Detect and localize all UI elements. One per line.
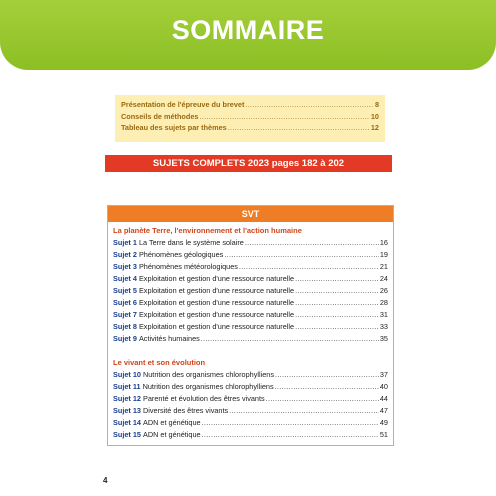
toc-entry-sujet[interactable]: [113, 393, 388, 405]
toc-entry-tableau[interactable]: [121, 122, 379, 134]
toc-entry-sujet[interactable]: [113, 381, 388, 393]
toc-entry-page: 12: [370, 123, 379, 132]
section-title: SVT: [108, 206, 393, 222]
toc-entry-label: Tableau des sujets par thèmes: [121, 123, 227, 132]
sujet-title: Nutrition des organismes chlorophylliens: [142, 370, 274, 379]
sujet-page: 51: [379, 430, 388, 439]
page-title: SOMMAIRE: [171, 15, 325, 45]
toc-entry-sujet[interactable]: [113, 297, 388, 309]
sujet-title: Phénomènes météorologiques: [138, 262, 238, 271]
sujet-page: 19: [379, 250, 388, 259]
leader-dots: [202, 417, 379, 429]
sujet-title: Exploitation et gestion d'une ressource naturelle: [138, 274, 295, 283]
toc-entry-sujet[interactable]: [113, 405, 388, 417]
sujet-title: Exploitation et gestion d'une ressource naturelle: [138, 286, 295, 295]
toc-entry-label: Conseils de méthodes: [121, 111, 199, 121]
leader-dots: [245, 237, 379, 249]
sujet-number: Sujet 6: [113, 298, 137, 307]
sujet-number: Sujet 7: [113, 310, 137, 319]
sujet-page: 37: [379, 370, 388, 379]
sujet-page: 47: [379, 406, 388, 415]
toc-entry-sujet[interactable]: [113, 309, 388, 321]
leader-dots: [275, 369, 379, 381]
toc-entry-sujet[interactable]: [113, 333, 388, 345]
toc-entry-sujet[interactable]: [113, 285, 388, 297]
sujet-page: 44: [379, 394, 388, 403]
sujet-number: Sujet 13: [113, 406, 141, 415]
leader-dots: [199, 111, 369, 123]
toc-entry-sujet[interactable]: [113, 429, 388, 441]
sujet-title: Exploitation et gestion d'une ressource naturelle: [138, 298, 295, 307]
sujet-title: Phénomènes géologiques: [138, 250, 224, 259]
sujet-page: 31: [379, 310, 388, 319]
sujet-title: Parenté et évolution des êtres vivants: [142, 394, 265, 403]
sujet-title: Exploitation et gestion d'une ressource naturelle: [138, 310, 295, 319]
sujets-complets-banner[interactable]: SUJETS COMPLETS 2023 pages 182 à 202: [105, 155, 392, 172]
leader-dots: [295, 297, 379, 309]
sujet-number: Sujet 4: [113, 274, 137, 283]
sujet-page: 21: [379, 262, 388, 271]
leader-dots: [295, 273, 379, 285]
toc-entry-sujet[interactable]: [113, 237, 388, 249]
leader-dots: [245, 99, 374, 111]
leader-dots: [224, 249, 379, 261]
toc-entry-sujet[interactable]: [113, 417, 388, 429]
theme-heading: Le vivant et son évolution: [113, 358, 206, 367]
leader-dots: [266, 393, 379, 405]
leader-dots: [295, 321, 379, 333]
toc-entry-sujet[interactable]: [113, 273, 388, 285]
toc-entry-sujet[interactable]: [113, 321, 388, 333]
sujet-number: Sujet 11: [113, 382, 141, 391]
sujet-title: Activités humaines: [138, 334, 200, 343]
svt-section: [107, 205, 394, 446]
sujet-number: Sujet 15: [113, 430, 141, 439]
sujet-title: ADN et génétique: [142, 430, 201, 439]
toc-entry-sujet[interactable]: [113, 249, 388, 261]
leader-dots: [229, 405, 379, 417]
sujet-page: 28: [379, 298, 388, 307]
theme-heading: La planète Terre, l'environnement et l'action humaine: [113, 226, 302, 235]
sujet-page: 40: [379, 382, 388, 391]
sujet-page: 24: [379, 274, 388, 283]
sujet-page: 16: [379, 238, 388, 247]
sujet-number: Sujet 3: [113, 262, 137, 271]
leader-dots: [295, 285, 379, 297]
sujet-number: Sujet 1: [113, 238, 137, 247]
sujet-title: Nutrition des organismes chlorophylliens: [142, 382, 274, 391]
toc-entry-label: Présentation de l'épreuve du brevet: [121, 100, 245, 109]
sujet-page: 26: [379, 286, 388, 295]
leader-dots: [201, 333, 379, 345]
section-body: [108, 222, 393, 445]
leader-dots: [295, 309, 379, 321]
sujet-number: Sujet 2: [113, 250, 137, 259]
sujet-title: Exploitation et gestion d'une ressource naturelle: [138, 322, 295, 331]
sujet-number: Sujet 5: [113, 286, 137, 295]
toc-entry-sujet[interactable]: [113, 261, 388, 273]
leader-dots: [202, 429, 379, 441]
sujet-title: La Terre dans le système solaire: [138, 238, 244, 247]
sujet-number: Sujet 14: [113, 418, 141, 427]
sujet-number: Sujet 8: [113, 322, 137, 331]
toc-entry-conseils[interactable]: [121, 111, 379, 123]
sujet-page: 49: [379, 418, 388, 427]
toc-entry-sujet[interactable]: [113, 369, 388, 381]
sujet-number: Sujet 9: [113, 334, 137, 343]
leader-dots: [239, 261, 379, 273]
intro-box: [115, 95, 385, 142]
sujet-number: Sujet 10: [113, 370, 141, 379]
toc-entry-presentation[interactable]: [121, 99, 379, 111]
leader-dots: [275, 381, 379, 393]
sujet-title: Diversité des êtres vivants: [142, 406, 229, 415]
sujet-number: Sujet 12: [113, 394, 141, 403]
leader-dots: [228, 122, 370, 134]
sujet-title: ADN et génétique: [142, 418, 201, 427]
toc-entry-page: 8: [374, 100, 379, 109]
header-banner: [0, 0, 496, 70]
toc-entry-page: 10: [370, 111, 379, 121]
sujet-page: 35: [379, 334, 388, 343]
sujet-page: 33: [379, 322, 388, 331]
page-number: 4: [103, 476, 108, 485]
